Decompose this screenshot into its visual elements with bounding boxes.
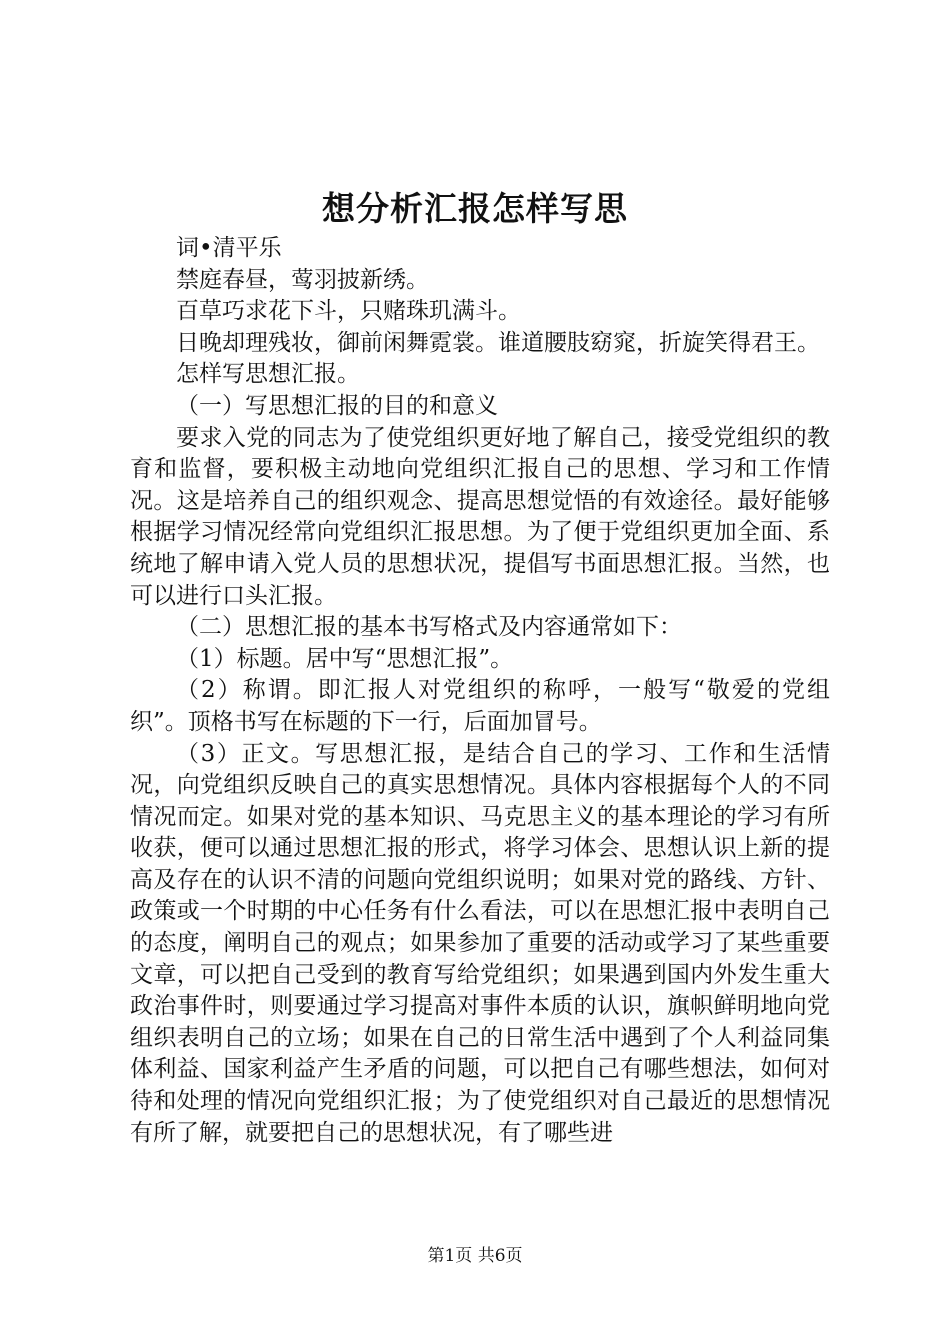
paragraph-item-body: （3）正文。写思想汇报，是结合自己的学习、工作和生活情况，向党组织反映自己的真实思想情况。具体内容根据每个人的不同情况而定。如果对党的基本知识、马克思主义的基本理论的学习有所收获，便可以通过思想汇报的形式，将学习体会、思想认识上新的提高及存在的认识不清的问题向党组织说明；如果对党的路线、方针、政策或一个时期的中心任务有什么看法，可以在思想汇报中表明自己的态度，阐明自己的观点；如果参加了重要的活动或学习了某些重要文章，可以把自己受到的教育写给党组织；如果遇到国内外发生重大政治事件时，则要通过学习提高对事件本质的认识，旗帜鲜明地向党组织表明自己的立场；如果在自己的日常生活中遇到了个人利益同集体利益、国家利益产生矛盾的问题，可以把自己有哪些想法，如何对待和处理的情况向党组织汇报；为了使党组织对自己最近的思想情况有所了解，就要把自己的思想状况，有了哪些进: [130, 740, 830, 1146]
paragraph-heading-2: （二）思想汇报的基本书写格式及内容通常如下：: [176, 614, 682, 641]
paragraph-poem-line-2: 百草巧求花下斗，只赌珠玑满斗。: [176, 298, 521, 325]
document-body: [130, 233, 830, 1149]
paragraph-poem-title: 词•清平乐: [176, 235, 282, 261]
paragraph-heading-1: （一）写思想汇报的目的和意义: [176, 392, 498, 419]
paragraph-item-title: （1）标题。居中写“思想汇报”。: [176, 645, 514, 672]
paragraph-section-intro: 怎样写思想汇报。: [176, 361, 360, 388]
paragraph-purpose: 要求入党的同志为了使党组织更好地了解自己，接受党组织的教育和监督，要积极主动地向党组织汇报自己的思想、学习和工作情况。这是培养自己的组织观念、提高思想觉悟的有效途径。最好能够根据学习情况经常向党组织汇报思想。为了便于党组织更加全面、系统地了解申请入党人员的思想状况，提倡写书面思想汇报。当然，也可以进行口头汇报。: [130, 424, 830, 609]
paragraph-poem-line-3: 日晚却理残妆，御前闲舞霓裳。谁道腰肢窈窕，折旋笑得君王。: [176, 329, 820, 356]
paragraph-poem-line-1: 禁庭春昼，莺羽披新绣。: [176, 266, 429, 293]
page-footer: 第1页 共6页: [427, 1246, 523, 1266]
paragraph-item-salutation: （2）称谓。即汇报人对党组织的称呼，一般写“敬爱的党组织”。顶格书写在标题的下一行，后面加冒号。: [130, 677, 830, 735]
document-title: 想分析汇报怎样写思: [322, 189, 628, 228]
